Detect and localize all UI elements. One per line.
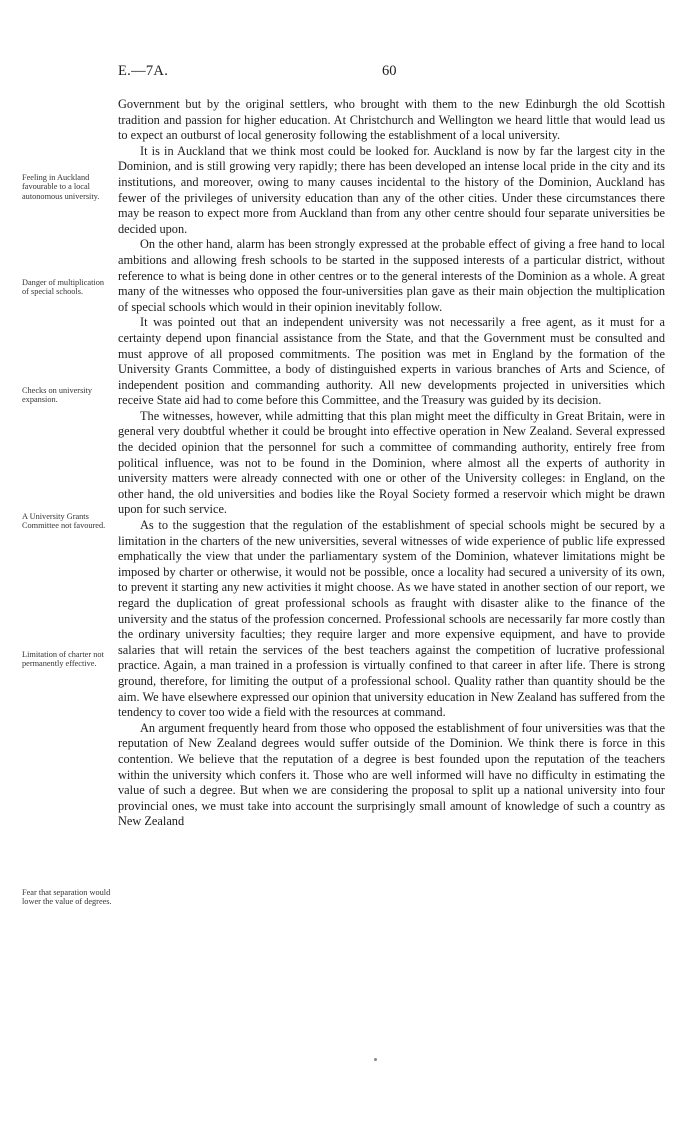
page-number: 60 <box>382 63 397 79</box>
paragraph: The witnesses, however, while admitting that this plan might meet the difficulty in Great Britain, were in general very doubtful whether it could be brought into effective operation in New Zealand. Several expressed the decided opinion that the personnel for such a committee of commanding authority, entirely free from political influence, was not to be found in the Dominion, where almost all the experts of authority in university matters were already connected with one or other of the University colleges: in England, on the other hand, the old universities and bodies like the Royal Society formed a reservoir which might be drawn upon for such service. <box>118 408 665 517</box>
page-header-left: E.—7A. <box>118 63 169 79</box>
paragraph: It was pointed out that an independent university was not necessarily a free agent, as it must for a certainty depend upon financial assistance from the State, and that the Government must be consulted and must approve of all proposed commitments. The position was met in England by the formation of the University Grants Committee, a body of distinguished experts in various branches of Arts and Science, of independent position and commanding authority. All new developments projected in universities which receive State aid had to come before this Committee, and the Treasury was guided by its decision. <box>118 315 665 408</box>
margin-note: Fear that separation would lower the value of degrees. <box>22 888 112 907</box>
margin-note: Limitation of charter not permanently effective. <box>22 650 104 669</box>
paragraph: On the other hand, alarm has been strongly expressed at the probable effect of giving a free hand to local ambitions and allowing fresh schools to be started in the supposed interests of a particular district, without reference to what is being done in other centres or to the general interests of the Dominion as a whole. A great many of the witnesses who opposed the four-universities plan gave as their main objection the multiplication of special schools which would in their opinion inevitably follow. <box>118 237 665 314</box>
margin-note: A University Grants Committee not favoured. <box>22 512 106 531</box>
stray-ink-mark <box>374 1058 377 1061</box>
margin-note: Checks on university expansion. <box>22 386 93 405</box>
paragraph: An argument frequently heard from those who opposed the establishment of four universities was that the reputation of New Zealand degrees would suffer outside of the Dominion. We think there is force in this contention. We believe that the reputation of a degree is best founded upon the reputation of the teachers within the university which confers it. Those who are well informed will have no difficulty in estimating the value of such a degree. But when we are considering the proposal to split up a national university into four provincial ones, we must take into account the surprisingly small amount of knowledge of such a country as New Zealand <box>118 720 665 829</box>
paragraph: As to the suggestion that the regulation of the establishment of special schools might be secured by a limitation in the charters of the new universities, several witnesses of wide experience of public life expressed emphatically the view that under the parliamentary system of the Dominion, whatever limitations might be imposed by charter or otherwise, it would not be possible, once a locality had secured a university of its own, to prevent it starting any new activities it might choose. As we have stated in another section of our report, we regard the duplication of great professional schools as fraught with disaster alike to the finance of the university and the status of the profession concerned. Professional schools are necessarily far more costly than the ordinary university faculties; they require larger and more expensive equipment, and have to provide salaries that will retain the services of the best teachers against the competition of lucrative professional practice. Again, a man trained in a profession is virtually confined to that career in after life. There is strong ground, therefore, for limiting the output of a professional school. Quality rather than quantity should be the aim. We have elsewhere expressed our opinion that university education in New Zealand has suffered from the tendency to cover too wide a field with the resources at command. <box>118 518 665 720</box>
margin-note: Feeling in Auckland favourable to a local autonomous university. <box>22 173 100 201</box>
margin-note: Danger of multiplication of special schools. <box>22 278 105 297</box>
body-text <box>118 97 665 830</box>
paragraph: Government but by the original settlers, who brought with them to the new Edinburgh the old Scottish tradition and passion for higher education. At Christchurch and Wellington we heard little that would lead us to expect an outburst of local generosity following the establishment of a local university. <box>118 97 665 143</box>
paragraph: It is in Auckland that we think most could be looked for. Auckland is now by far the largest city in the Dominion, and is still growing very rapidly; there has been developed an intense local pride in the city and its institutions, and moreover, owing to many causes incidental to the history of the Dominion, Auckland has fewer of the privileges of university education than any of the other cities. Under these circumstances there may be reason to expect more from Auckland than from any other centre should four separate universities be decided upon. <box>118 143 665 236</box>
